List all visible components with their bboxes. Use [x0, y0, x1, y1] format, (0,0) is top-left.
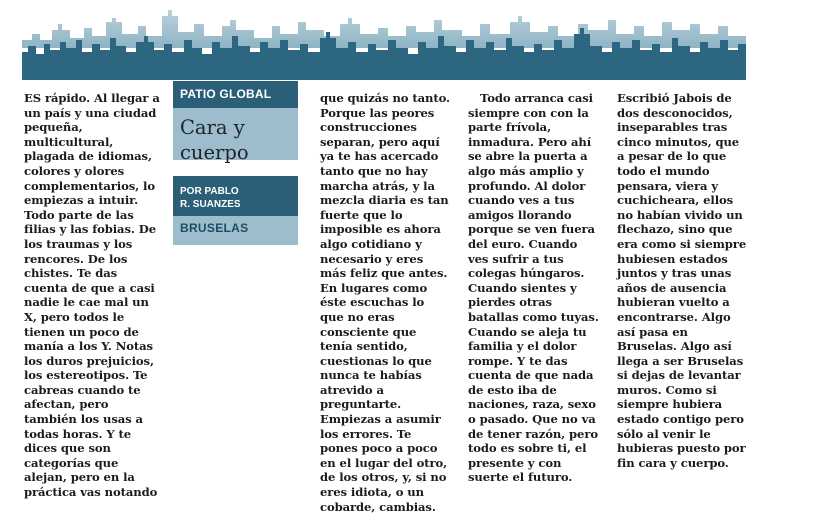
byline-line: POR PABLO — [180, 186, 239, 197]
article-column-4 — [617, 91, 750, 470]
title-line: Cara y — [180, 116, 245, 139]
dateline: BRUSELAS — [173, 216, 298, 245]
section-label: PATIO GLOBAL — [173, 81, 298, 108]
byline-line: R. SUANZES — [180, 199, 241, 210]
paragraph: ES rápido. Al llegar a un país y una ciudad pequeña, multicultural, plagada de idiomas, colores y olores complementarios, lo empiezas a intuir. Todo parte de las filias y las fobias. De los traumas y los rencores. De los chistes. Te das cuenta de que a casi nadie le cae mal un X, pero todos le tienen un poco de manía a los Y. Notas los duros prejuicios, los estereotipos. Te cabreas cuando te afectan, pero también los usas a todas horas. Y te dices que son categorías que alejan, pero en la práctica vas notando — [24, 91, 160, 500]
article-column-1 — [24, 91, 160, 500]
title-line: cuerpo — [180, 141, 249, 164]
article-title — [180, 115, 249, 165]
paragraph: Todo arranca casi siempre con con la parte frívola, inmadura. Pero ahí se abre la puerta a algo más amplio y profundo. Al dolor cuando ves a tus amigos llorando porque se ven fuera del euro. Cuando ves sufrir a tus colegas húngaros. Cuando sientes y pierdes otras batallas como tuyas. Cuando se aleja tu familia y el dolor rompe. Y te das cuenta de que nada de esto iba de naciones, raza, sexo o pasado. Que no va de tener razón, pero todo es sobre ti, el presente y con suerte el futuro. — [468, 91, 599, 485]
paragraph: Escribió Jabois de dos desconocidos, inseparables tras cinco minutos, que a pesar de lo que todo el mundo pensara, viera y cuchicheara, ellos no habían vivido un flechazo, sino que era como si siempre hubiesen estados juntos y tras unas años de ausencia hubieran vuelto a encontrarse. Algo así pasa en Bruselas. Algo así llega a ser Bruselas si dejas de levantar muros. Como si siempre hubiera estado contigo pero sólo al venir le hubieras puesto por fin cara y cuerpo. — [617, 91, 747, 470]
city-skyline-header — [22, 0, 746, 80]
article-header-box — [173, 81, 298, 245]
article-column-3 — [468, 91, 599, 485]
paragraph: En lugares como éste escuchas lo que no eras consciente que tenía sentido, cuestionas lo que nunca te habías atrevido a preguntarte. Empiezas a asumir los errores. Te pones poco a poco en el lugar del otro, de los otros, y, si no eres idiota, o un cobarde, cambias. — [320, 280, 448, 514]
paragraph: que quizás no tanto. Porque las peores construcciones separan, pero aquí ya te has acercado tanto que no hay marcha atrás, y la mezcla diaria es tan fuerte que lo imposible es ahora algo cotidiano y necesario y eres más feliz que antes. — [320, 91, 450, 281]
byline — [173, 176, 298, 216]
article-column-2 — [320, 91, 451, 514]
